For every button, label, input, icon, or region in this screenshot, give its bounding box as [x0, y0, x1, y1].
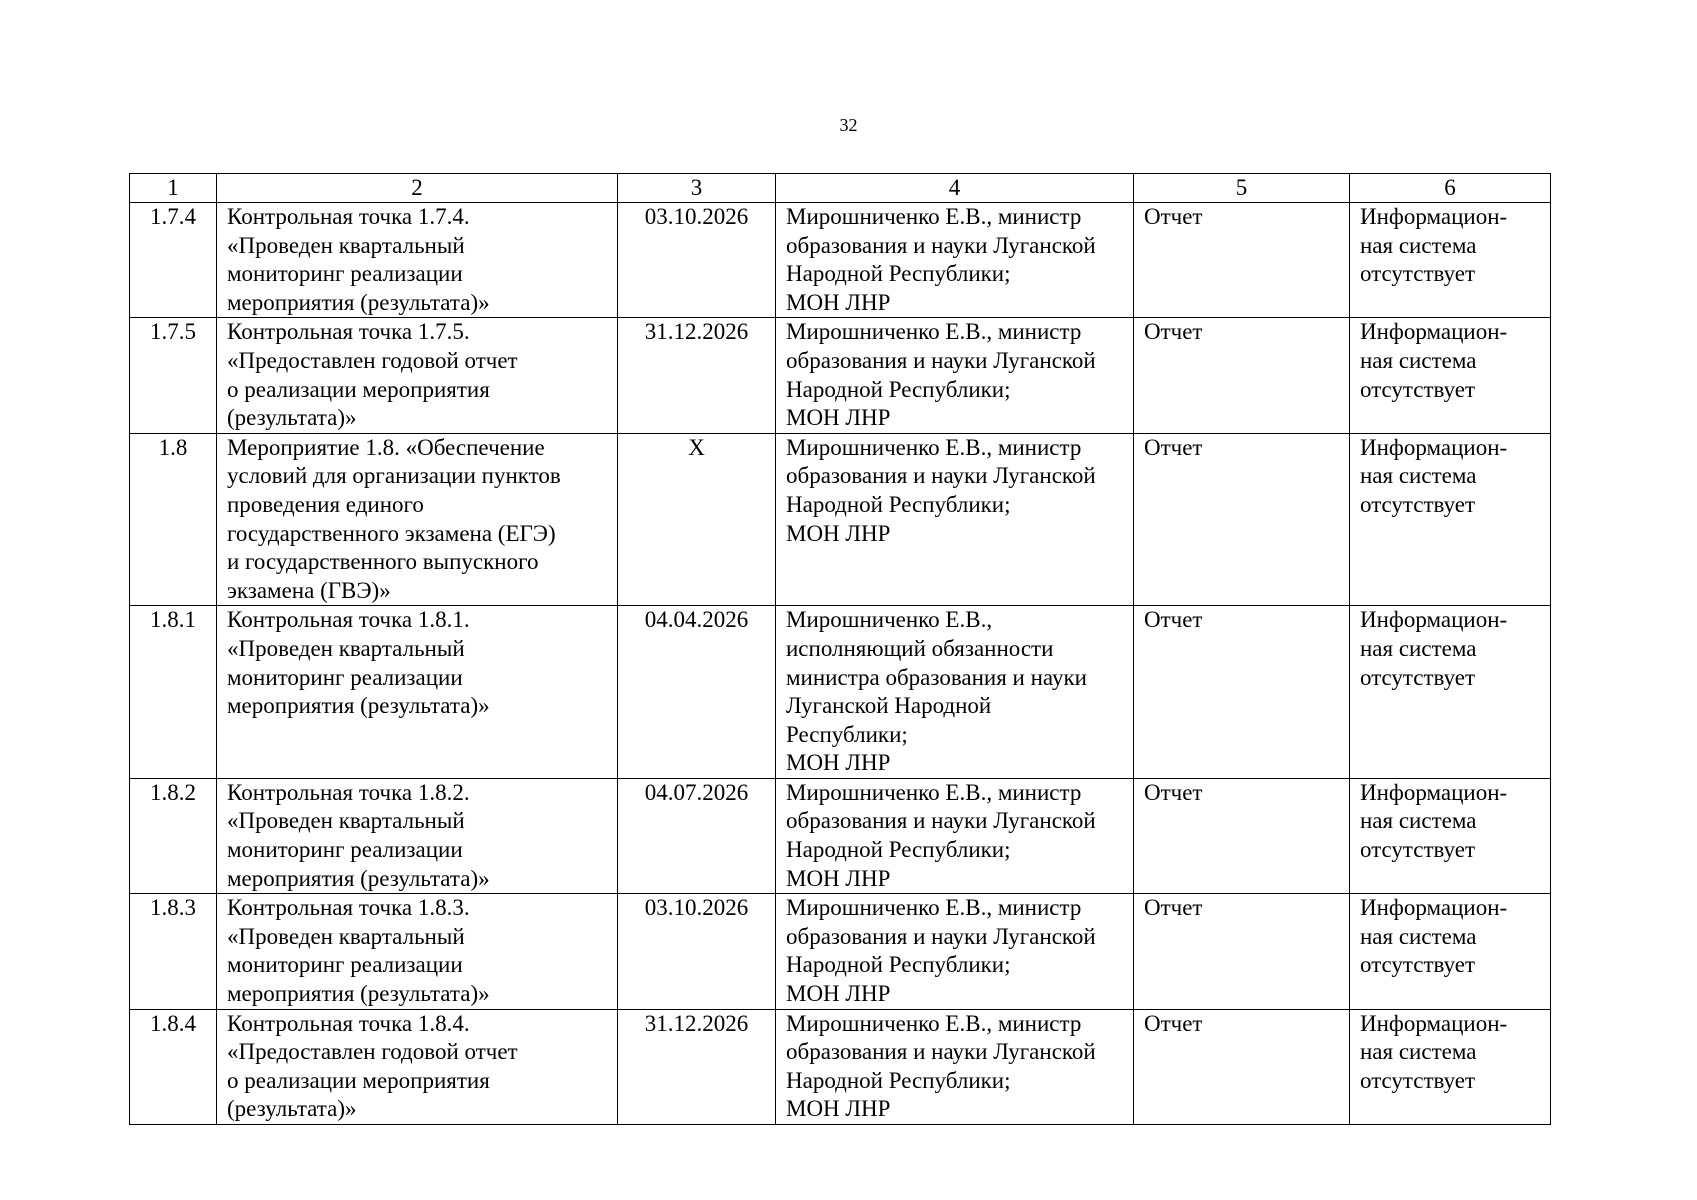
event-description: Мероприятие 1.8. «Обеспечение условий для организации пунктов проведения единого государственного экзамена (ЕГЭ) и государственного выпускного экзамена (ГВЭ)»: [217, 433, 618, 606]
deadline-date: 31.12.2026: [618, 318, 776, 433]
row-number: 1.8.1: [130, 606, 217, 779]
deadline-date: 03.10.2026: [618, 203, 776, 318]
document-type: Отчет: [1134, 318, 1350, 433]
row-number: 1.7.4: [130, 203, 217, 318]
information-system: Информацион- ная система отсутствует: [1350, 433, 1551, 606]
deadline-date: 04.07.2026: [618, 778, 776, 893]
table-row: [130, 1009, 1551, 1124]
table-row: [130, 433, 1551, 606]
event-description: Контрольная точка 1.8.1. «Проведен квартальный мониторинг реализации мероприятия (результата)»: [217, 606, 618, 779]
responsible-person: Мирошниченко Е.В., министр образования и науки Луганской Народной Республики; МОН ЛНР: [776, 433, 1134, 606]
page-number: 32: [839, 115, 858, 135]
information-system: Информацион- ная система отсутствует: [1350, 778, 1551, 893]
table-row: [130, 606, 1551, 779]
document-type: Отчет: [1134, 778, 1350, 893]
responsible-person: Мирошниченко Е.В., министр образования и науки Луганской Народной Республики; МОН ЛНР: [776, 894, 1134, 1009]
information-system: Информацион- ная система отсутствует: [1350, 203, 1551, 318]
information-system: Информацион- ная система отсутствует: [1350, 318, 1551, 433]
deadline-date: 31.12.2026: [618, 1009, 776, 1124]
deadline-date: 04.04.2026: [618, 606, 776, 779]
document-type: Отчет: [1134, 606, 1350, 779]
document-type: Отчет: [1134, 203, 1350, 318]
document-type: Отчет: [1134, 894, 1350, 1009]
responsible-person: Мирошниченко Е.В., министр образования и науки Луганской Народной Республики; МОН ЛНР: [776, 1009, 1134, 1124]
table-row: [130, 318, 1551, 433]
row-number: 1.7.5: [130, 318, 217, 433]
row-number: 1.8.3: [130, 894, 217, 1009]
column-header: 2: [217, 174, 618, 203]
document-type: Отчет: [1134, 433, 1350, 606]
document-table: [129, 173, 1551, 1125]
information-system: Информацион- ная система отсутствует: [1350, 1009, 1551, 1124]
event-description: Контрольная точка 1.7.4. «Проведен квартальный мониторинг реализации мероприятия (результата)»: [217, 203, 618, 318]
responsible-person: Мирошниченко Е.В., министр образования и науки Луганской Народной Республики; МОН ЛНР: [776, 778, 1134, 893]
table-row: [130, 894, 1551, 1009]
responsible-person: Мирошниченко Е.В., министр образования и науки Луганской Народной Республики; МОН ЛНР: [776, 203, 1134, 318]
row-number: 1.8: [130, 433, 217, 606]
event-description: Контрольная точка 1.8.2. «Проведен квартальный мониторинг реализации мероприятия (результата)»: [217, 778, 618, 893]
document-type: Отчет: [1134, 1009, 1350, 1124]
table-row: [130, 778, 1551, 893]
column-header: 1: [130, 174, 217, 203]
information-system: Информацион- ная система отсутствует: [1350, 606, 1551, 779]
table-header-row: [130, 174, 1551, 203]
responsible-person: Мирошниченко Е.В., исполняющий обязанности министра образования и науки Луганской Народной Республики; МОН ЛНР: [776, 606, 1134, 779]
deadline-date: Х: [618, 433, 776, 606]
event-description: Контрольная точка 1.7.5. «Предоставлен годовой отчет о реализации мероприятия (результата)»: [217, 318, 618, 433]
column-header: 6: [1350, 174, 1551, 203]
event-description: Контрольная точка 1.8.3. «Проведен квартальный мониторинг реализации мероприятия (результата)»: [217, 894, 618, 1009]
table-row: [130, 203, 1551, 318]
row-number: 1.8.2: [130, 778, 217, 893]
information-system: Информацион- ная система отсутствует: [1350, 894, 1551, 1009]
responsible-person: Мирошниченко Е.В., министр образования и науки Луганской Народной Республики; МОН ЛНР: [776, 318, 1134, 433]
column-header: 3: [618, 174, 776, 203]
column-header: 5: [1134, 174, 1350, 203]
deadline-date: 03.10.2026: [618, 894, 776, 1009]
event-description: Контрольная точка 1.8.4. «Предоставлен годовой отчет о реализации мероприятия (результата)»: [217, 1009, 618, 1124]
row-number: 1.8.4: [130, 1009, 217, 1124]
column-header: 4: [776, 174, 1134, 203]
